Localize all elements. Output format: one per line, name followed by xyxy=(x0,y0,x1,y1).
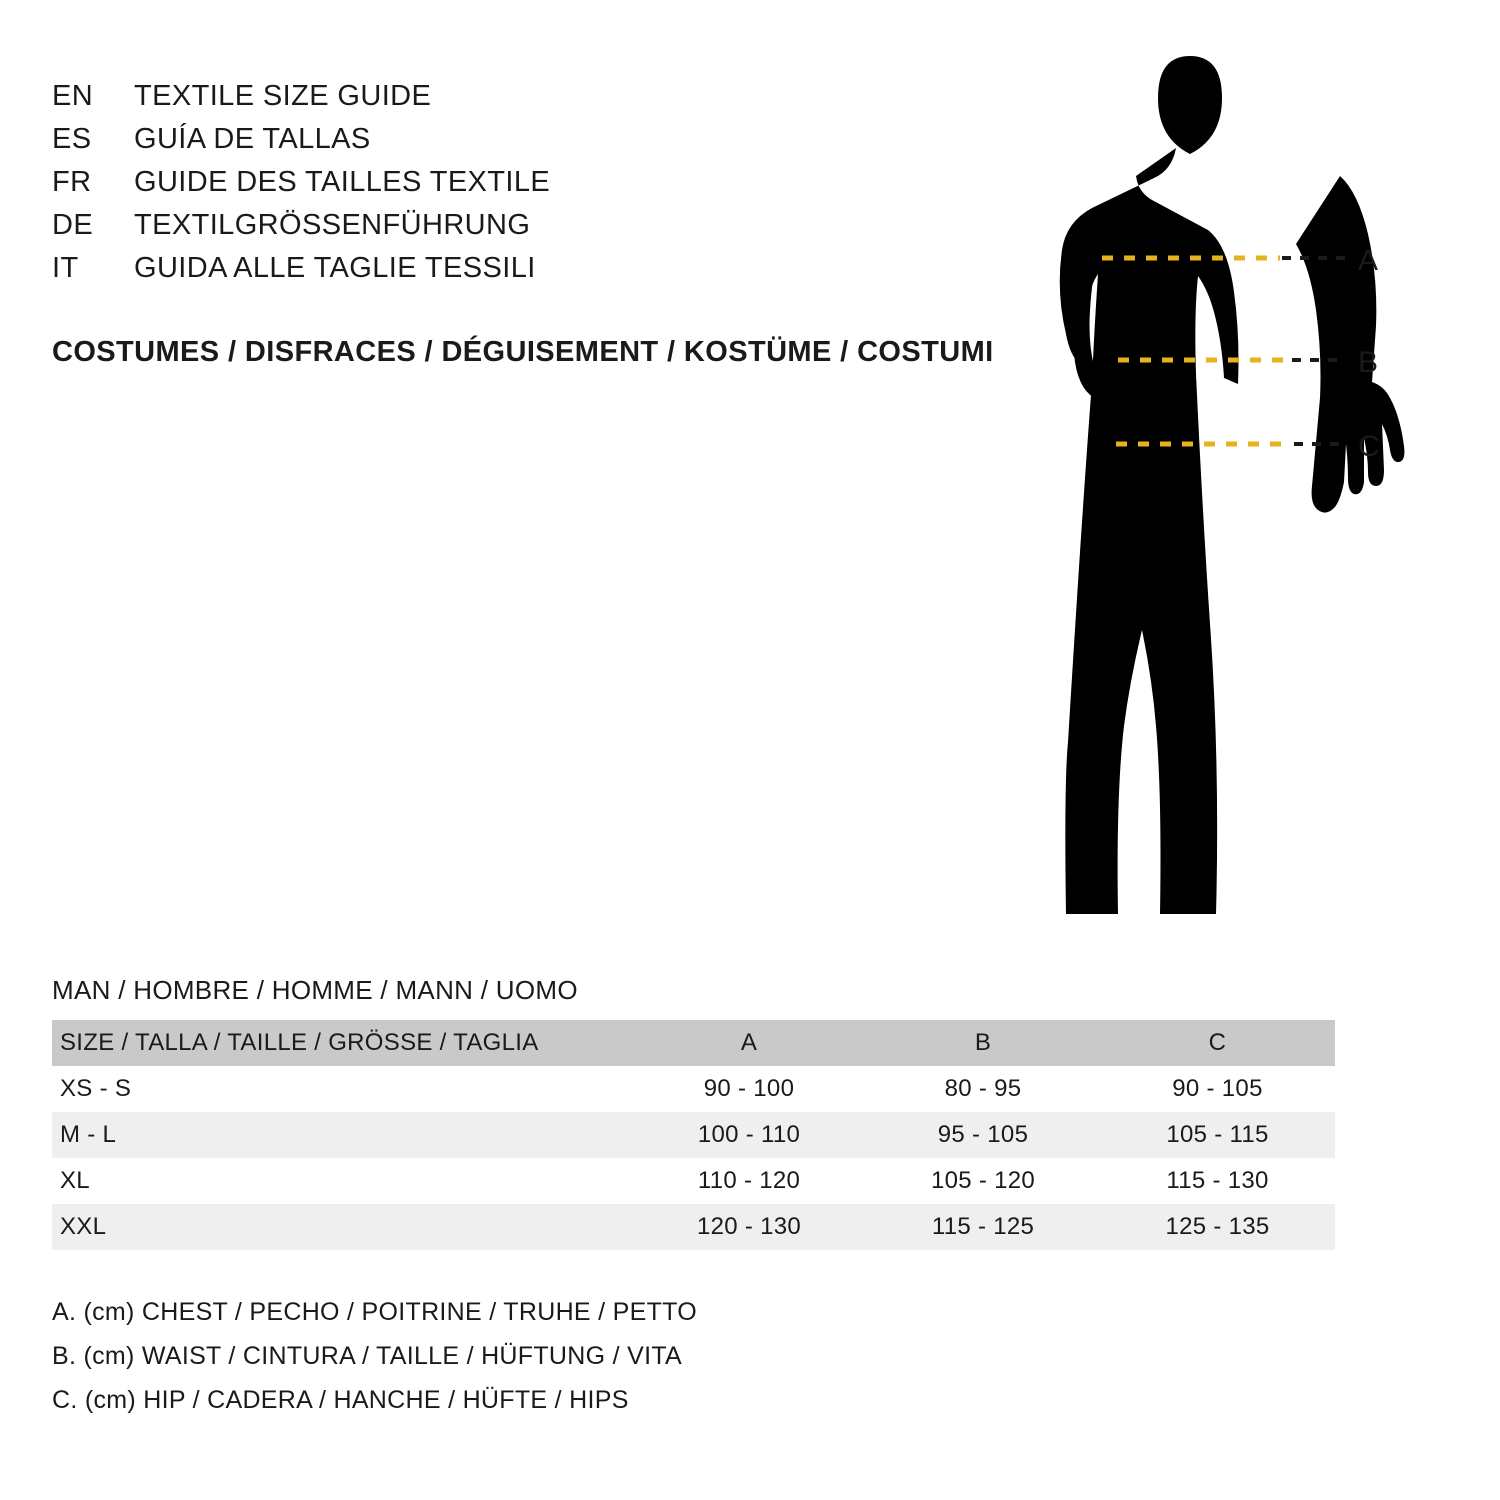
table-header-b: B xyxy=(866,1020,1100,1066)
language-title: GUIDA ALLE TAGLIE TESSILI xyxy=(134,252,536,284)
cell-hip: 105 - 115 xyxy=(1100,1112,1335,1158)
cell-waist: 95 - 105 xyxy=(866,1112,1100,1158)
category-line: COSTUMES / DISFRACES / DÉGUISEMENT / KOSTÜME / COSTUMI xyxy=(52,336,994,368)
language-row xyxy=(52,204,1032,247)
language-row xyxy=(52,161,1032,204)
language-code: EN xyxy=(52,80,94,112)
cell-hip: 125 - 135 xyxy=(1100,1204,1335,1250)
cell-chest: 120 - 130 xyxy=(632,1204,866,1250)
size-table-section xyxy=(52,975,1382,1250)
language-code: IT xyxy=(52,252,79,284)
cell-waist: 105 - 120 xyxy=(866,1158,1100,1204)
size-table xyxy=(52,1020,1335,1250)
language-row xyxy=(52,118,1032,161)
language-code: FR xyxy=(52,166,92,198)
cell-chest: 110 - 120 xyxy=(632,1158,866,1204)
table-header-c: C xyxy=(1100,1020,1335,1066)
cell-size: XXL xyxy=(52,1204,632,1250)
figure-label-c: C xyxy=(1358,430,1380,463)
language-title: GUIDE DES TAILLES TEXTILE xyxy=(134,166,551,198)
cell-hip: 115 - 130 xyxy=(1100,1158,1335,1204)
table-header-size: SIZE / TALLA / TAILLE / GRÖSSE / TAGLIA xyxy=(52,1020,632,1066)
table-header-row xyxy=(52,1020,1335,1066)
figure-label-a: A xyxy=(1358,244,1379,277)
cell-size: M - L xyxy=(52,1112,632,1158)
language-title: TEXTILE SIZE GUIDE xyxy=(134,80,432,112)
language-row xyxy=(52,75,1032,118)
cell-waist: 80 - 95 xyxy=(866,1066,1100,1112)
table-caption: MAN / HOMBRE / HOMME / MANN / UOMO xyxy=(52,975,578,1005)
language-title-list xyxy=(52,75,1032,290)
measurement-legend xyxy=(52,1290,697,1422)
language-row xyxy=(52,247,1032,290)
cell-waist: 115 - 125 xyxy=(866,1204,1100,1250)
language-code: DE xyxy=(52,209,94,241)
cell-chest: 100 - 110 xyxy=(632,1112,866,1158)
table-header-a: A xyxy=(632,1020,866,1066)
table-row xyxy=(52,1158,1335,1204)
silhouette-shape xyxy=(1060,56,1405,914)
table-row xyxy=(52,1112,1335,1158)
legend-item-waist: B. (cm) WAIST / CINTURA / TAILLE / HÜFTUNG / VITA xyxy=(52,1342,683,1370)
table-row xyxy=(52,1066,1335,1112)
language-title: TEXTILGRÖSSENFÜHRUNG xyxy=(134,209,531,241)
figure-label-b: B xyxy=(1358,346,1379,379)
table-row xyxy=(52,1204,1335,1250)
cell-hip: 90 - 105 xyxy=(1100,1066,1335,1112)
cell-size: XL xyxy=(52,1158,632,1204)
language-title: GUÍA DE TALLAS xyxy=(134,123,371,155)
body-measurement-figure xyxy=(1010,30,1430,930)
language-code: ES xyxy=(52,123,92,155)
legend-item-chest: A. (cm) CHEST / PECHO / POITRINE / TRUHE / PETTO xyxy=(52,1298,698,1326)
cell-chest: 90 - 100 xyxy=(632,1066,866,1112)
cell-size: XS - S xyxy=(52,1066,632,1112)
legend-item-hip: C. (cm) HIP / CADERA / HANCHE / HÜFTE / HIPS xyxy=(52,1386,629,1414)
